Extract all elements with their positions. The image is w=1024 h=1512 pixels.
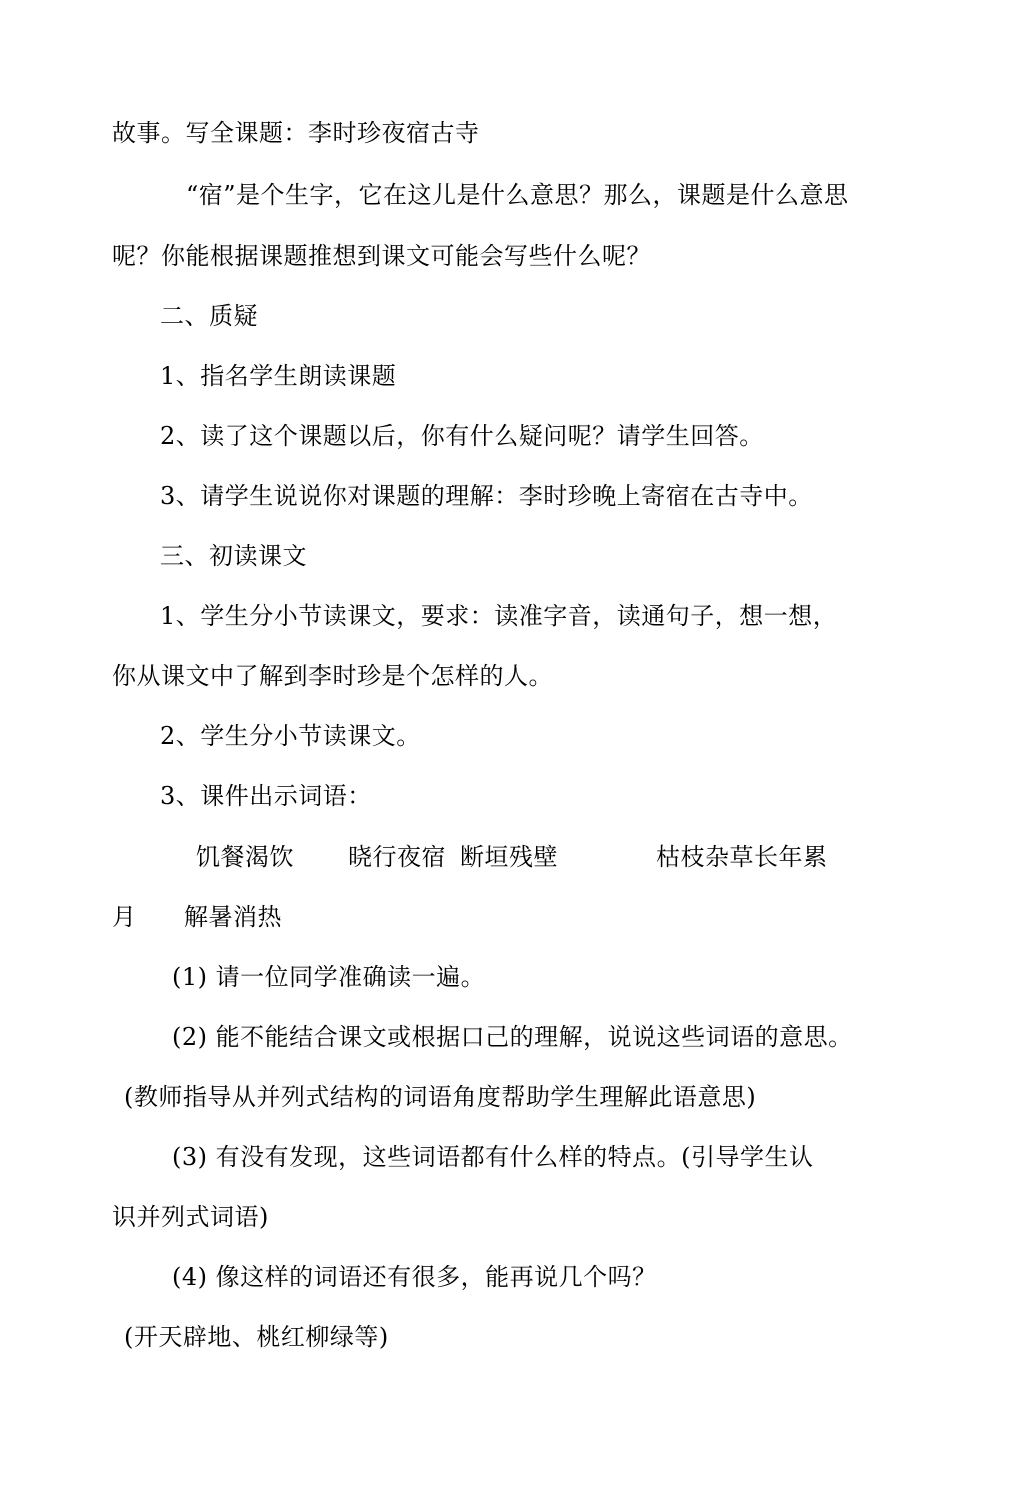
text-line-24: (4) 像这样的词语还有很多，能再说几个吗？ [172, 1263, 657, 1291]
text-line-2: “宿”是个生字，它在这儿是什么意思？那么，课题是什么意思 [186, 181, 849, 209]
text-line-19: (1) 请一位同学准确读一遍。 [172, 963, 486, 991]
vocab-word-1: 饥餐渴饮 [196, 843, 294, 871]
vocab-word-2: 晓行夜宿 [348, 843, 446, 871]
text-line-21: (教师指导从并列式结构的词语角度帮助学生理解此语意思) [124, 1083, 757, 1111]
text-line-7: 3、请学生说说你对课题的理解：李时珍晚上寄宿在古寺中。 [160, 482, 813, 510]
vocab-word-5: 解暑消热 [184, 903, 282, 931]
text-line-6: 2、读了这个课题以后，你有什么疑问呢？请学生回答。 [160, 422, 764, 450]
text-line-9: 1、学生分小节读课文，要求：读准字音，读通句子，想一想， [160, 602, 838, 630]
section-heading-2: 二、质疑 [160, 302, 258, 330]
text-line-1: 故事。写全课题：李时珍夜宿古寺 [112, 119, 480, 147]
text-line-25: (开天辟地、桃红柳绿等) [124, 1323, 389, 1351]
text-line-12: 3、课件出示词语： [160, 782, 372, 810]
section-heading-3: 三、初读课文 [160, 542, 307, 570]
vocab-word-4-end: 月 [112, 903, 137, 931]
vocab-word-4: 枯枝杂草长年累 [656, 843, 828, 871]
text-line-22: (3) 有没有发现，这些词语都有什么样的特点。(引导学生认 [172, 1143, 814, 1171]
text-line-3: 呢？你能根据课题推想到课文可能会写些什么呢？ [112, 242, 651, 270]
vocab-word-3: 断垣残壁 [460, 843, 558, 871]
text-line-10: 你从课文中了解到李时珍是个怎样的人。 [112, 662, 553, 690]
text-line-23: 识并列式词语) [112, 1203, 269, 1231]
text-line-20: (2) 能不能结合课文或根据口己的理解，说说这些词语的意思。 [172, 1023, 853, 1051]
text-line-5: 1、指名学生朗读课题 [160, 362, 397, 390]
text-line-11: 2、学生分小节读课文。 [160, 722, 421, 750]
